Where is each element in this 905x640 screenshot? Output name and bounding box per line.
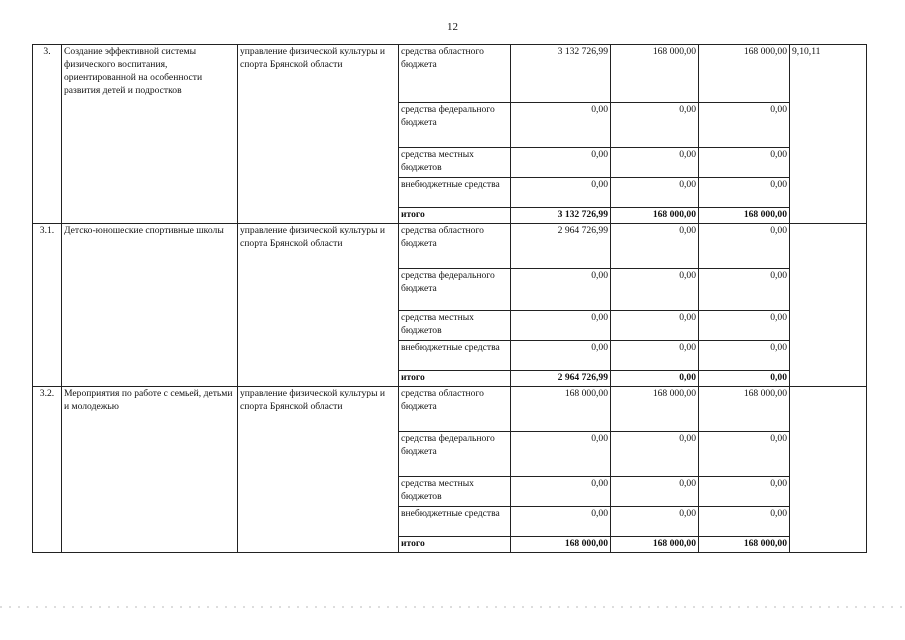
amount-v3: 0,00 [699,340,790,370]
funding-source: средства областного бюджета [399,223,511,268]
funding-source: средства местных бюджетов [399,476,511,506]
amount-v1: 0,00 [511,340,611,370]
amount-v2: 0,00 [611,268,699,310]
amount-v2: 0,00 [611,310,699,340]
amount-v1: 0,00 [511,103,611,148]
indicator-reference [790,386,867,552]
funding-source: средства областного бюджета [399,386,511,431]
funding-source: средства местных бюджетов [399,310,511,340]
funding-source: внебюджетные средства [399,178,511,208]
funding-source: внебюджетные средства [399,506,511,536]
amount-v2: 0,00 [611,370,699,386]
amount-v1: 168 000,00 [511,386,611,431]
item-index: 3.1. [33,223,62,386]
amount-v2: 168 000,00 [611,536,699,552]
item-name: Детско-юношеские спортивные школы [62,223,238,386]
amount-v3: 168 000,00 [699,45,790,103]
amount-v2: 0,00 [611,431,699,476]
amount-v1: 0,00 [511,431,611,476]
item-executor: управление физической культуры и спорта Брянской области [238,223,399,386]
amount-v2: 0,00 [611,340,699,370]
amount-v3: 0,00 [699,268,790,310]
amount-v2: 0,00 [611,476,699,506]
amount-v2: 168 000,00 [611,208,699,224]
page-number: 12 [447,21,458,33]
item-executor: управление физической культуры и спорта Брянской области [238,386,399,552]
amount-v2: 0,00 [611,148,699,178]
indicator-reference: 9,10,11 [790,45,867,224]
funding-source: средства федерального бюджета [399,431,511,476]
budget-table [32,44,867,553]
amount-v2: 0,00 [611,178,699,208]
item-executor: управление физической культуры и спорта Брянской области [238,45,399,224]
amount-v3: 0,00 [699,223,790,268]
item-name: Мероприятия по работе с семьей, детьми и молодежью [62,386,238,552]
amount-v1: 0,00 [511,310,611,340]
table-row [33,386,867,431]
amount-v3: 168 000,00 [699,386,790,431]
amount-v3: 0,00 [699,178,790,208]
funding-source: внебюджетные средства [399,340,511,370]
amount-v1: 0,00 [511,178,611,208]
funding-source: средства федерального бюджета [399,268,511,310]
amount-v2: 0,00 [611,103,699,148]
funding-source: итого [399,208,511,224]
amount-v1: 168 000,00 [511,536,611,552]
amount-v1: 0,00 [511,148,611,178]
amount-v2: 168 000,00 [611,45,699,103]
funding-source: итого [399,536,511,552]
amount-v3: 0,00 [699,506,790,536]
funding-source: средства федерального бюджета [399,103,511,148]
amount-v1: 0,00 [511,268,611,310]
funding-source: итого [399,370,511,386]
amount-v3: 0,00 [699,148,790,178]
amount-v1: 3 132 726,99 [511,208,611,224]
amount-v2: 0,00 [611,506,699,536]
table-row [33,45,867,103]
indicator-reference [790,223,867,386]
amount-v1: 2 964 726,99 [511,223,611,268]
amount-v3: 0,00 [699,370,790,386]
amount-v1: 0,00 [511,476,611,506]
funding-source: средства местных бюджетов [399,148,511,178]
amount-v1: 3 132 726,99 [511,45,611,103]
funding-source: средства областного бюджета [399,45,511,103]
amount-v1: 0,00 [511,506,611,536]
item-index: 3.2. [33,386,62,552]
amount-v2: 0,00 [611,223,699,268]
amount-v3: 0,00 [699,310,790,340]
amount-v2: 168 000,00 [611,386,699,431]
amount-v3: 168 000,00 [699,208,790,224]
table-row [33,223,867,268]
scan-artifact [0,606,905,608]
amount-v3: 0,00 [699,103,790,148]
amount-v3: 0,00 [699,431,790,476]
amount-v1: 2 964 726,99 [511,370,611,386]
item-index: 3. [33,45,62,224]
item-name: Создание эффективной системы физического воспитания, ориентированной на особенности развития детей и подростков [62,45,238,224]
amount-v3: 0,00 [699,476,790,506]
amount-v3: 168 000,00 [699,536,790,552]
